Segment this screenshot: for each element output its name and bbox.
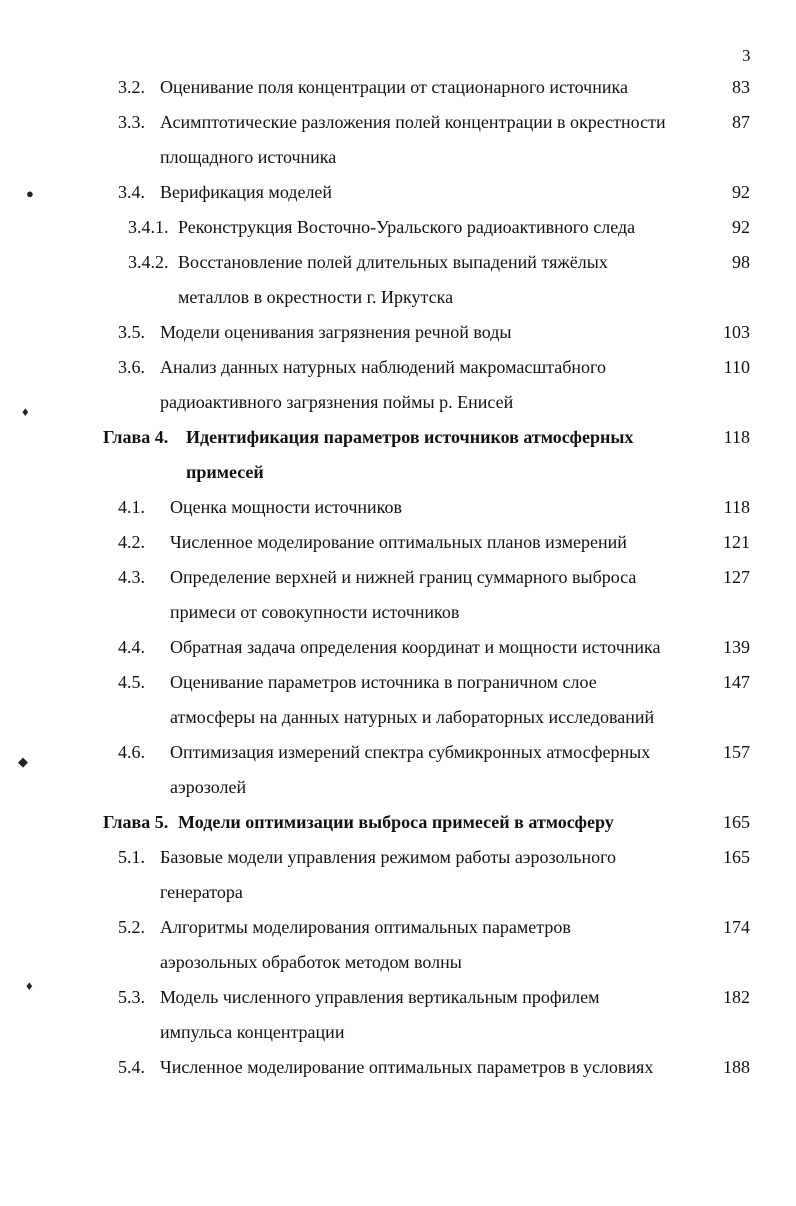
toc-entry (0, 630, 796, 665)
toc-entry-page: 182 (723, 987, 750, 1007)
toc-entry-page: 139 (723, 637, 750, 657)
toc-entry-page: 110 (723, 357, 750, 377)
toc-entry-title-continued: генератора (160, 882, 243, 902)
toc-entry-number: 4.3. (118, 567, 145, 587)
binder-mark: ♦ (22, 404, 29, 419)
table-of-contents (0, 70, 796, 1085)
toc-entry-title: Верификация моделей (160, 182, 333, 202)
toc-entry-number: 4.5. (118, 672, 145, 692)
toc-entry (0, 560, 796, 630)
toc-entry-title: Алгоритмы моделирования оптимальных параметров (160, 917, 571, 937)
toc-entry-number: 5.3. (118, 987, 145, 1007)
toc-entry-page: 174 (723, 917, 750, 937)
toc-entry-title: Оптимизация измерений спектра субмикронных атмосферных (170, 742, 651, 762)
toc-entry (0, 210, 796, 245)
toc-entry-title-continued: радиоактивного загрязнения поймы р. Енисей (160, 392, 514, 412)
toc-entry-title: Оценивание поля концентрации от стационарного источника (160, 77, 628, 97)
toc-entry (0, 245, 796, 315)
toc-entry-title: Определение верхней и нижней границ суммарного выброса (170, 567, 637, 587)
toc-entry-title: Численное моделирование оптимальных параметров в условиях (160, 1057, 654, 1077)
toc-entry-title-continued: импульса концентрации (160, 1022, 345, 1042)
toc-entry-number: 3.4. (118, 182, 145, 202)
toc-entry-number: 4.1. (118, 497, 145, 517)
toc-chapter-number: Глава 5. (103, 812, 169, 832)
toc-entry-title: Оценивание параметров источника в пограничном слое (170, 672, 597, 692)
toc-entry-page: 147 (723, 672, 750, 692)
toc-entry (0, 910, 796, 980)
toc-entry (0, 315, 796, 350)
toc-entry-number: 3.6. (118, 357, 145, 377)
toc-entry-title: Оценка мощности источников (170, 497, 402, 517)
toc-entry-page: 98 (732, 252, 750, 272)
toc-entry-title-continued: примеси от совокупности источников (170, 602, 460, 622)
toc-entry-title: Численное моделирование оптимальных планов измерений (170, 532, 627, 552)
toc-entry-title: Обратная задача определения координат и мощности источника (170, 637, 661, 657)
toc-entry (0, 350, 796, 420)
toc-entry (0, 525, 796, 560)
toc-entry (0, 665, 796, 735)
toc-entry-number: 3.3. (118, 112, 145, 132)
toc-entry-number: 5.1. (118, 847, 145, 867)
toc-entry-page: 127 (723, 567, 750, 587)
toc-entry-page: 121 (723, 532, 750, 552)
toc-entry (0, 70, 796, 105)
toc-entry-title: Асимптотические разложения полей концентрации в окрестности (160, 112, 666, 132)
toc-entry (0, 735, 796, 805)
toc-entry-title: Реконструкция Восточно-Уральского радиоактивного следа (178, 217, 636, 237)
toc-entry-number: 3.4.2. (128, 252, 169, 272)
toc-entry-title-continued: металлов в окрестности г. Иркутска (178, 287, 454, 307)
toc-chapter-title: Модели оптимизации выброса примесей в атмосферу (178, 812, 614, 832)
toc-entry-title-continued: атмосферы на данных натурных и лабораторных исследований (170, 707, 655, 727)
toc-entry-page: 165 (723, 812, 750, 832)
toc-entry (0, 105, 796, 175)
toc-entry-title: Восстановление полей длительных выпадений тяжёлых (178, 252, 608, 272)
toc-entry-number: 4.4. (118, 637, 145, 657)
toc-entry-title-continued: аэрозольных обработок методом волны (160, 952, 462, 972)
toc-entry-number: 3.2. (118, 77, 145, 97)
page-number: 3 (742, 46, 751, 65)
toc-chapter-entry (0, 805, 796, 840)
toc-entry-page: 157 (723, 742, 750, 762)
toc-entry (0, 175, 796, 210)
toc-entry (0, 490, 796, 525)
toc-entry-page: 92 (732, 217, 750, 237)
binder-mark: ♦ (26, 978, 33, 993)
binder-mark: ◆ (18, 754, 28, 769)
toc-entry-page: 188 (723, 1057, 750, 1077)
toc-entry-page: 87 (732, 112, 750, 132)
toc-entry-number: 3.4.1. (128, 217, 169, 237)
toc-entry-page: 118 (723, 427, 750, 447)
toc-entry-title: Модель численного управления вертикальным профилем (160, 987, 600, 1007)
toc-entry (0, 1050, 796, 1085)
toc-entry-page: 83 (732, 77, 750, 97)
toc-entry-number: 3.5. (118, 322, 145, 342)
toc-entry-title-continued: площадного источника (160, 147, 337, 167)
toc-entry-page: 92 (732, 182, 750, 202)
toc-entry-title: Анализ данных натурных наблюдений макромасштабного (160, 357, 606, 377)
toc-chapter-number: Глава 4. (103, 427, 169, 447)
toc-chapter-entry (0, 420, 796, 490)
toc-chapter-title: Идентификация параметров источников атмосферных (186, 427, 634, 447)
toc-entry-page: 103 (723, 322, 750, 342)
toc-entry (0, 980, 796, 1050)
toc-entry-title: Модели оценивания загрязнения речной воды (160, 322, 512, 342)
toc-entry-page: 165 (723, 847, 750, 867)
toc-entry-number: 4.6. (118, 742, 145, 762)
toc-entry-title: Базовые модели управления режимом работы аэрозольного (160, 847, 617, 867)
binder-mark: ● (26, 186, 34, 201)
toc-chapter-title-continued: примесей (186, 462, 264, 482)
toc-entry-number: 4.2. (118, 532, 145, 552)
toc-entry-number: 5.2. (118, 917, 145, 937)
toc-entry-title-continued: аэрозолей (170, 777, 247, 797)
toc-entry-page: 118 (723, 497, 750, 517)
toc-entry-number: 5.4. (118, 1057, 145, 1077)
toc-entry (0, 840, 796, 910)
